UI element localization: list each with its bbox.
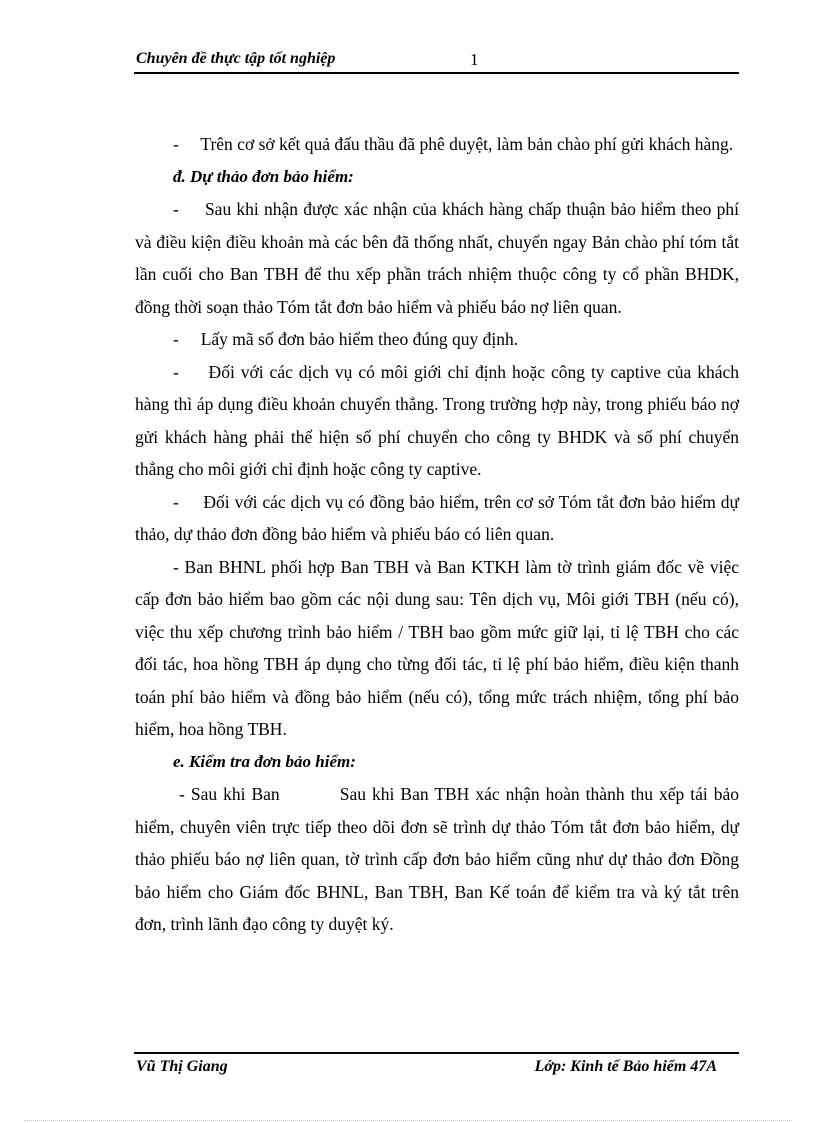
paragraph-appointed-broker: - Đối với các dịch vụ có môi giới chỉ định hoặc công ty captive của khách hàng thì áp dụng điều khoản chuyển thẳng. Trong trường hợp này, trong phiếu báo nợ gửi khách hàng phải thể hiện số phí chuyển cho công ty BHDK và số phí chuyển thẳng cho môi giới chỉ định hoặc công ty captive.: [135, 361, 744, 479]
document-body: [135, 128, 744, 941]
paragraph-bid-result: - Trên cơ sở kết quả đấu thầu đã phê duyệt, làm bản chào phí gửi khách hàng.: [173, 134, 734, 154]
paragraph-coinsurance: - Đối với các dịch vụ có đồng bảo hiểm, trên cơ sở Tóm tắt đơn bảo hiểm dự thảo, dự thảo đơn đồng bảo hiểm và phiếu báo có liên quan.: [135, 491, 744, 544]
page-edge-divider: [24, 1120, 792, 1121]
paragraph-reinsurance-confirmation: - Sau khi Ban Sau khi Ban TBH xác nhận hoàn thành thu xếp tái bảo hiểm, chuyên viên trực tiếp theo dõi đơn sẽ trình dự thảo Tóm tắt đơn bảo hiểm, dự thảo phiếu báo nợ liên quan, tờ trình cấp đơn bảo hiểm cũng như dự thảo đơn Đồng bảo hiểm cho Giám đốc BHNL, Ban TBH, Ban Kế toán để kiểm tra và ký tắt trên đơn, trình lãnh đạo công ty duyệt ký.: [135, 784, 744, 934]
paragraph-director-report: - Ban BHNL phối hợp Ban TBH và Ban KTKH làm tờ trình giám đốc về việc cấp đơn bảo hiểm bao gồm các nội dung sau: Tên dịch vụ, Môi giới TBH (nếu có), việc thu xếp chương trình bảo hiểm / TBH bao gồm mức giữ lại, tỉ lệ TBH cho các đối tác, hoa hồng TBH áp dụng cho từng đối tác, tỉ lệ phí bảo hiểm, điều kiện thanh toán phí bảo hiểm và đồng bảo hiểm (nếu có), tổng mức trách nhiệm, tổng phí bảo hiểm, hoa hồng TBH.: [135, 556, 739, 739]
page-number: 1: [470, 50, 479, 69]
header-title: Chuyên đề thực tập tốt nghiệp: [136, 50, 336, 67]
paragraph-policy-number: - Lấy mã số đơn bảo hiểm theo đúng quy định.: [173, 329, 519, 349]
section-heading-draft-policy: đ. Dự thảo đơn bảo hiểm:: [173, 166, 354, 186]
footer-author: Vũ Thị Giang: [136, 1058, 228, 1075]
footer-class: Lớp: Kinh tế Bảo hiểm 47A: [534, 1058, 717, 1075]
section-heading-check-policy: e. Kiểm tra đơn bảo hiểm:: [173, 751, 356, 771]
page-footer: [134, 1052, 739, 1084]
page-header: [134, 46, 739, 74]
paragraph-customer-confirmation: - Sau khi nhận được xác nhận của khách hàng chấp thuận bảo hiểm theo phí và điều kiện điều khoản mà các bên đã thống nhất, chuyển ngay Bản chào phí tóm tắt lần cuối cho Ban TBH để thu xếp phần trách nhiệm thuộc công ty cổ phần BHDK, đồng thời soạn thảo Tóm tắt đơn bảo hiểm và phiếu báo nợ liên quan.: [135, 199, 744, 317]
